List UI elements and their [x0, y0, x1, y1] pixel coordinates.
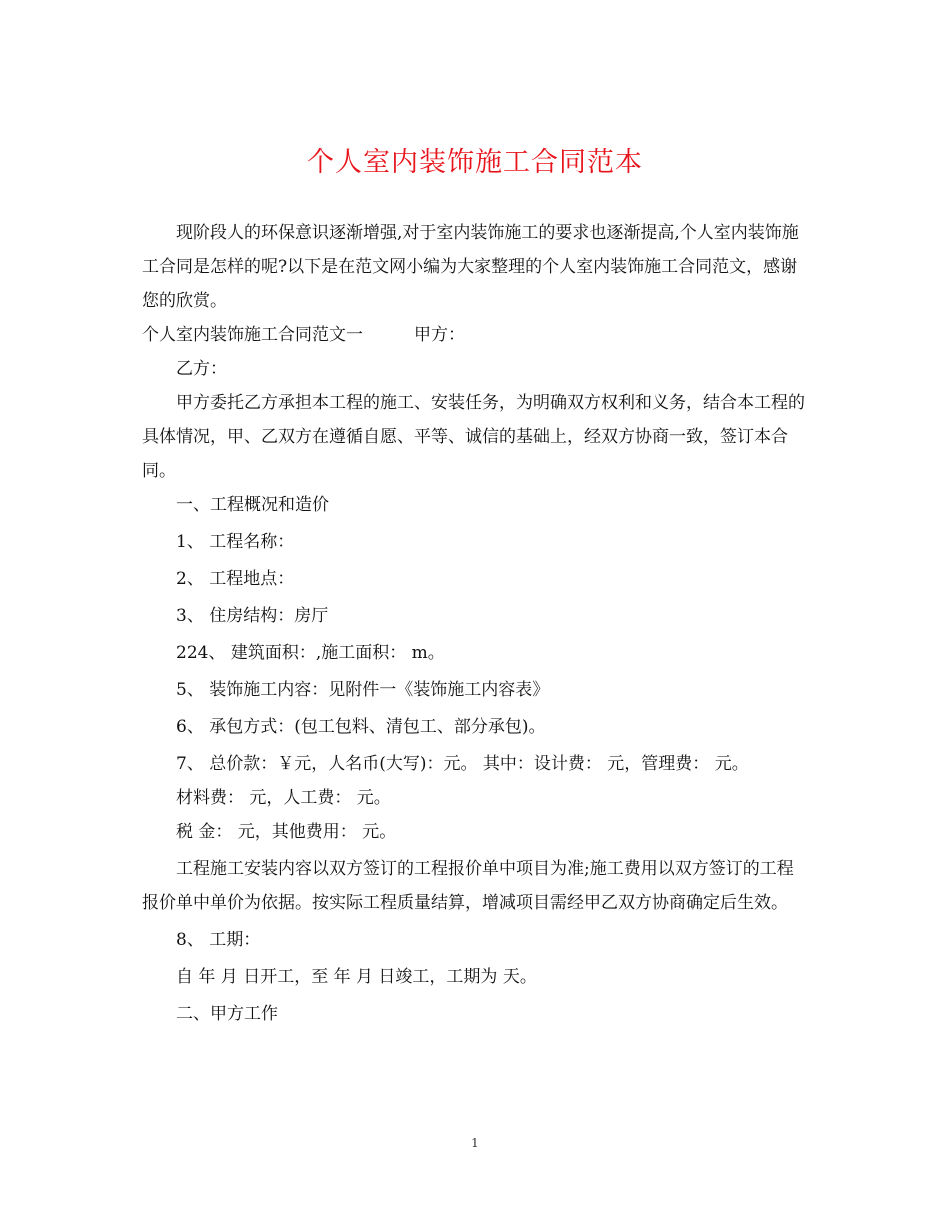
section-heading-party-a-work: 二、甲方工作 [176, 1004, 278, 1024]
item-construction-period: 8、 工期： [176, 930, 261, 950]
item-housing-structure: 3、 住房结构：房厅 [176, 606, 329, 626]
item-contract-method: 6、 承包方式：(包工包料、清包工、部分承包)。 [176, 717, 546, 737]
section-heading-overview: 一、工程概况和造价 [176, 495, 329, 515]
item-construction-content: 5、 装饰施工内容：见附件一《装饰施工内容表》 [176, 680, 550, 700]
period-dates-line: 自 年 月 日开工，至 年 月 日竣工，工期为 天。 [176, 967, 537, 987]
item-material-labor-fees: 材料费： 元，人工费： 元。 [176, 788, 391, 808]
item-project-location: 2、 工程地点： [176, 569, 295, 589]
document-body [142, 216, 807, 1031]
party-b-line: 乙方： [176, 359, 227, 379]
item-project-name: 1、 工程名称： [176, 532, 295, 552]
entrustment-paragraph: 甲方委托乙方承担本工程的施工、安装任务，为明确双方权利和义务，结合本工程的具体情况，甲、乙双方在遵循自愿、平等、诚信的基础上，经双方协商一致，签订本合同。 [142, 393, 805, 481]
document-title: 个人室内装饰施工合同范本 [307, 147, 643, 178]
page-number: 1 [471, 1136, 479, 1150]
contract-heading-party-a: 个人室内装饰施工合同范文一 甲方： [142, 325, 465, 345]
pricing-basis-paragraph: 工程施工安装内容以双方签订的工程报价单中项目为准;施工费用以双方签订的工程报价单中单价为依据。按实际工程质量结算，增减项目需经甲乙双方协商确定后生效。 [142, 859, 794, 913]
item-building-area: 224、 建筑面积：,施工面积： m。 [176, 643, 445, 663]
item-tax-other-fees: 税 金： 元，其他费用： 元。 [176, 822, 397, 842]
item-total-price: 7、 总价款：￥元，人名币(大写)：元。 其中：设计费： 元，管理费： 元。 [176, 754, 749, 774]
intro-paragraph: 现阶段人的环保意识逐渐增强,对于室内装饰施工的要求也逐渐提高,个人室内装饰施工合同是怎样的呢?以下是在范文网小编为大家整理的个人室内装饰施工合同范文，感谢您的欣赏。 [142, 223, 799, 311]
